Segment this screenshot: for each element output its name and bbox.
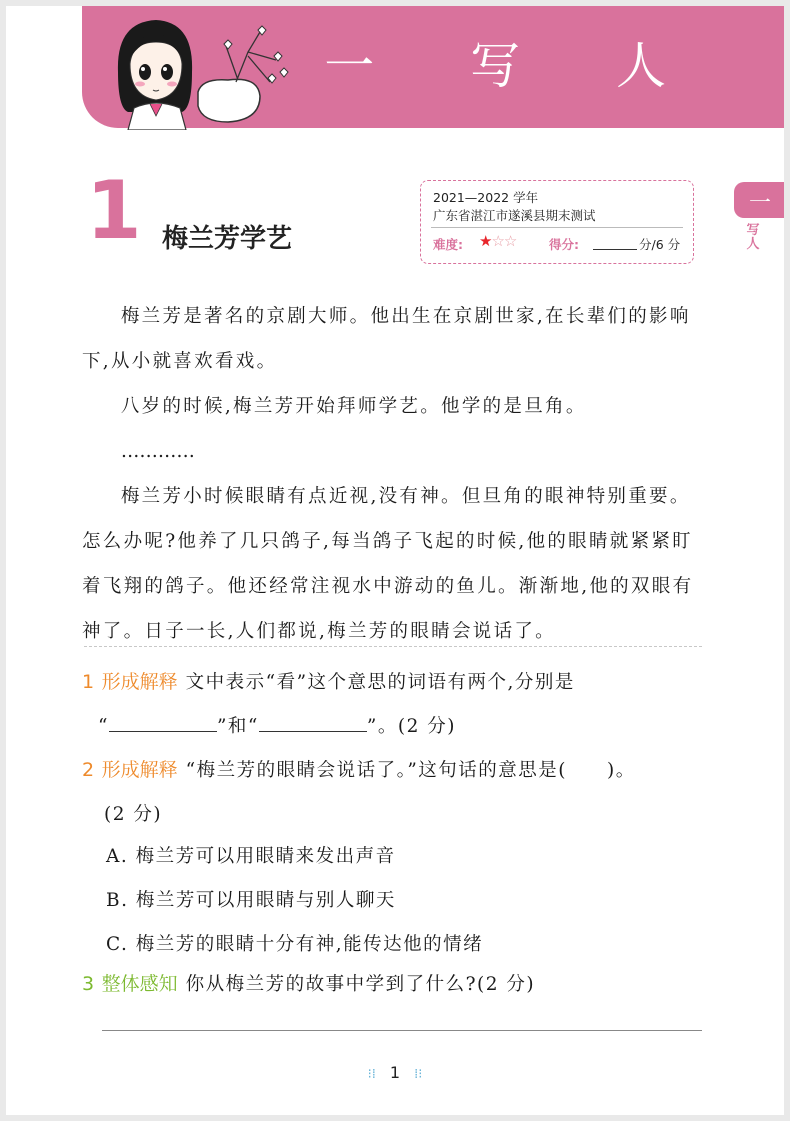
unit-title: 一 写 人 (324, 37, 706, 95)
question-text: 你从梅兰芳的故事中学到了什么?(2 分) (185, 974, 536, 995)
question-text: 文中表示“看”这个意思的词语有两个,分别是 (185, 672, 575, 693)
page-deco-left-icon: ⁝⁞ (367, 1067, 376, 1082)
passage-paragraph: 梅兰芳是著名的京剧大师。他出生在京剧世家,在长辈们的影响下,从小就喜欢看戏。 (82, 306, 691, 372)
question-points: (2 分) (104, 804, 163, 825)
test-info-box (420, 180, 694, 264)
choice-option-a[interactable]: A. 梅兰芳可以用眼睛来发出声音 (106, 846, 396, 867)
unit-side-tab[interactable] (734, 182, 784, 218)
star-empty-icon: ☆ (491, 232, 504, 250)
question-type: 整体感知 (101, 973, 178, 995)
question-1 (82, 660, 702, 749)
choice-option-b[interactable]: B. 梅兰芳可以用眼睛与别人聊天 (106, 890, 396, 911)
question-text: “梅兰芳的眼睛会说话了。”这句话的意思是( )。 (185, 760, 636, 781)
question-type: 形成解释 (101, 671, 178, 693)
section-divider (84, 646, 702, 647)
page-number: 1 (389, 1063, 401, 1082)
choice-option-c[interactable]: C. 梅兰芳的眼睛十分有神,能传达他的情绪 (106, 934, 484, 955)
quote-open: “ (98, 716, 109, 737)
workbook-page (6, 6, 784, 1115)
girl-mascot-illustration (98, 12, 298, 130)
side-tab-glyph: 一 (748, 191, 771, 216)
question-number: 3 (82, 973, 96, 995)
score-label: 得分: (549, 237, 579, 252)
difficulty-stars (479, 232, 516, 250)
star-empty-icon: ☆ (503, 232, 517, 250)
answer-blank[interactable] (109, 711, 217, 732)
info-divider (431, 227, 683, 228)
score-unit: 分/6 分 (639, 237, 681, 252)
difficulty-label: 难度: (433, 237, 463, 252)
question-number: 2 (82, 759, 96, 781)
page-footer (6, 1063, 784, 1082)
passage-paragraph: 梅兰芳小时候眼睛有点近视,没有神。但旦角的眼神特别重要。怎么办呢?他养了几只鸽子,每当鸽子飞起的时候,他的眼睛就紧紧盯着飞翔的鸽子。他还经常注视水中游动的鱼儿。渐渐地,他的双眼有神了。日子一长,人们都说,梅兰芳的眼睛会说话了。 (82, 486, 694, 642)
lesson-title: 梅兰芳学艺 (162, 224, 293, 254)
lesson-number: 1 (86, 164, 142, 257)
reading-passage (82, 294, 702, 654)
passage-paragraph: 八岁的时候,梅兰芳开始拜师学艺。他学的是旦角。 (120, 396, 587, 417)
answer-blank[interactable] (259, 711, 367, 732)
answer-line[interactable] (102, 1030, 702, 1031)
star-filled-icon: ★ (479, 232, 492, 250)
score-blank[interactable] (593, 249, 637, 250)
page-deco-right-icon: ⁞⁝ (414, 1067, 423, 1082)
question-type: 形成解释 (101, 759, 178, 781)
passage-ellipsis: ………… (120, 441, 195, 462)
question-3 (82, 962, 702, 1007)
question-number: 1 (82, 671, 96, 693)
quote-mid: ”和“ (216, 716, 259, 737)
school-year: 2021—2022 学年 (433, 190, 539, 205)
quote-close: ”。(2 分) (366, 716, 456, 737)
side-tab-label: 写人 (746, 223, 760, 252)
test-source: 广东省湛江市遂溪县期末测试 (433, 208, 596, 223)
question-2 (82, 748, 702, 837)
